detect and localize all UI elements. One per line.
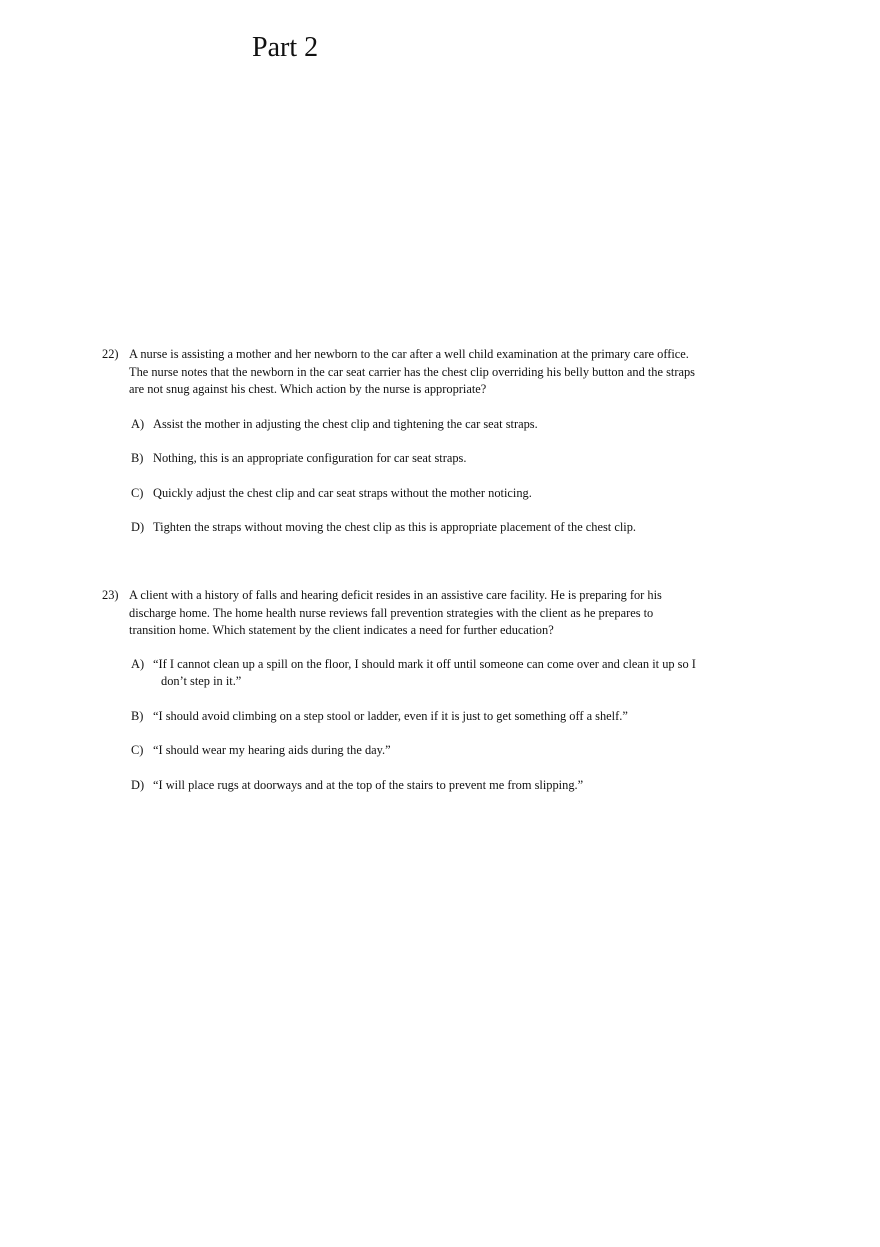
option-text: “I should avoid climbing on a step stool or ladder, even if it is just to get something off a shelf.”: [153, 708, 628, 723]
answer-option-d[interactable]: [102, 519, 732, 537]
option-letter: D): [131, 777, 145, 792]
answer-option-b[interactable]: [102, 708, 732, 726]
option-letter: C): [131, 485, 144, 500]
question-number: 22): [102, 347, 119, 361]
option-text: Quickly adjust the chest clip and car seat straps without the mother noticing.: [153, 485, 532, 500]
option-letter: B): [131, 451, 144, 465]
question-stem: [102, 587, 732, 640]
stem-line: transition home. Which statement by the client indicates a need for further education?: [129, 623, 554, 637]
option-letter: C): [131, 743, 144, 757]
answer-option-a[interactable]: [102, 416, 732, 434]
page-title: Part 2: [252, 32, 319, 63]
stem-line: discharge home. The home health nurse reviews fall prevention strategies with the client as he prepares to: [129, 605, 654, 620]
answer-option-a[interactable]: [102, 656, 732, 691]
question-number: 23): [102, 588, 119, 602]
answer-option-c[interactable]: [102, 485, 732, 503]
stem-line: are not snug against his chest. Which action by the nurse is appropriate?: [129, 382, 487, 396]
option-text: “I will place rugs at doorways and at the top of the stairs to prevent me from slipping.”: [153, 777, 584, 792]
option-letter: A): [131, 416, 145, 431]
option-text: “I should wear my hearing aids during the day.”: [153, 743, 391, 757]
stem-line: A client with a history of falls and hearing deficit resides in an assistive care facility. He is preparing for his: [129, 588, 662, 602]
question-23: [102, 587, 732, 811]
option-letter: A): [131, 656, 145, 671]
option-letter: B): [131, 708, 144, 723]
answer-options: [102, 416, 732, 537]
stem-line: A nurse is assisting a mother and her newborn to the car after a well child examination at the primary care office.: [129, 347, 689, 361]
option-letter: D): [131, 520, 145, 534]
stem-line: The nurse notes that the newborn in the car seat carrier has the chest clip overriding his belly button and the straps: [129, 364, 696, 379]
question-stem: [102, 346, 732, 399]
option-text: Assist the mother in adjusting the chest clip and tightening the car seat straps.: [153, 416, 538, 431]
question-22: [102, 346, 732, 554]
option-text-continued: don’t step in it.”: [161, 674, 242, 688]
answer-option-c[interactable]: [102, 742, 732, 760]
option-text: “If I cannot clean up a spill on the floor, I should mark it off until someone can come over and clean it up so I: [153, 656, 696, 671]
option-text: Tighten the straps without moving the chest clip as this is appropriate placement of the chest clip.: [153, 520, 637, 534]
answer-option-b[interactable]: [102, 450, 732, 468]
answer-option-d[interactable]: [102, 777, 732, 795]
option-text: Nothing, this is an appropriate configuration for car seat straps.: [153, 451, 467, 465]
answer-options: [102, 656, 732, 795]
